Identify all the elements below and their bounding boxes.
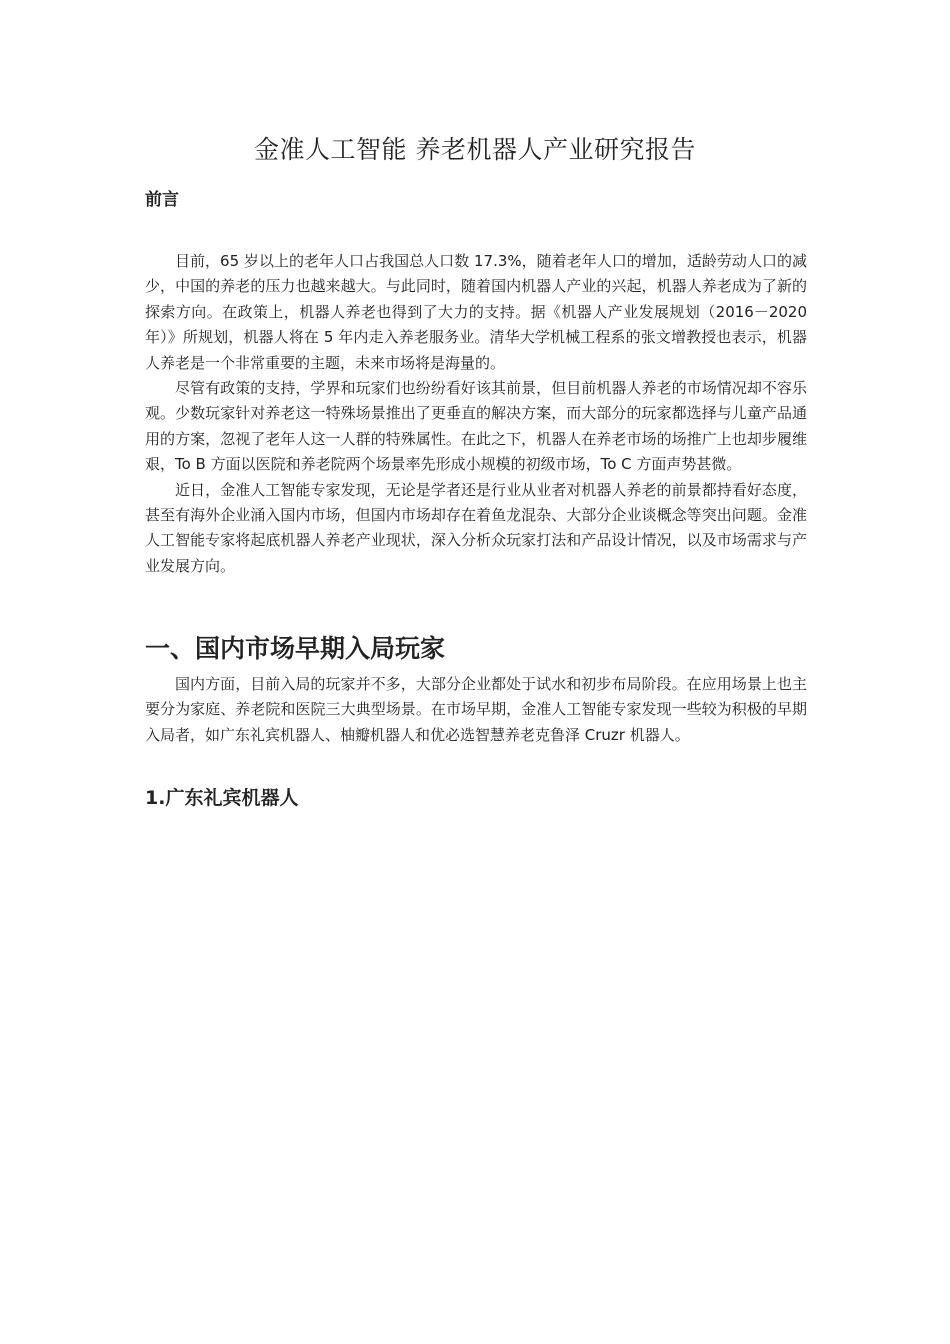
preface-heading: 前言: [145, 190, 179, 210]
section-heading-domestic-market: 一、国内市场早期入局玩家: [145, 634, 446, 663]
subsection-heading-guangdong-reception-robot: 1.广东礼宾机器人: [145, 787, 299, 809]
preface-paragraph-2: 尽管有政策的支持，学界和玩家们也纷纷看好该其前景，但目前机器人养老的市场情况却不容乐观。少数玩家针对养老这一特殊场景推出了更垂直的解决方案，而大部分的玩家都选择与儿童产品通用的方案，忽视了老年人这一人群的特殊属性。在此之下，机器人在养老市场的场推广上也却步履维艰，To B 方面以医院和养老院两个场景率先形成小规模的初级市场，To C 方面声势甚微。: [145, 379, 807, 474]
section-body-domestic-market: [145, 672, 807, 748]
preface-paragraph-1: 目前，65 岁以上的老年人口占我国总人口数 17.3%，随着老年人口的增加，适龄劳动人口的减少，中国的养老的压力也越来越大。与此同时，随着国内机器人产业的兴起，机器人养老成为了新的探索方向。在政策上，机器人养老也得到了大力的支持。据《机器人产业发展规划（2016－2020 年）》所规划，机器人将在 5 年内走入养老服务业。清华大学机械工程系的张文增教授也表示，机器人养老是一个非常重要的主题，未来市场将是海量的。: [145, 252, 807, 372]
preface-body: [145, 249, 807, 579]
document-title: 金准人工智能 养老机器人产业研究报告: [254, 135, 696, 164]
preface-paragraph-3: 近日，金准人工智能专家发现，无论是学者还是行业从业者对机器人养老的前景都持看好态度，甚至有海外企业涌入国内市场，但国内市场却存在着鱼龙混杂、大部分企业谈概念等突出问题。金准人工智能专家将起底机器人养老产业现状，深入分析众玩家打法和产品设计情况，以及市场需求与产业发展方向。: [145, 480, 807, 575]
section1-paragraph-1: 国内方面，目前入局的玩家并不多，大部分企业都处于试水和初步布局阶段。在应用场景上也主要分为家庭、养老院和医院三大典型场景。在市场早期，金准人工智能专家发现一些较为积极的早期入局者，如广东礼宾机器人、柚瓣机器人和优必选智慧养老克鲁泽 Cruzr 机器人。: [145, 675, 807, 744]
